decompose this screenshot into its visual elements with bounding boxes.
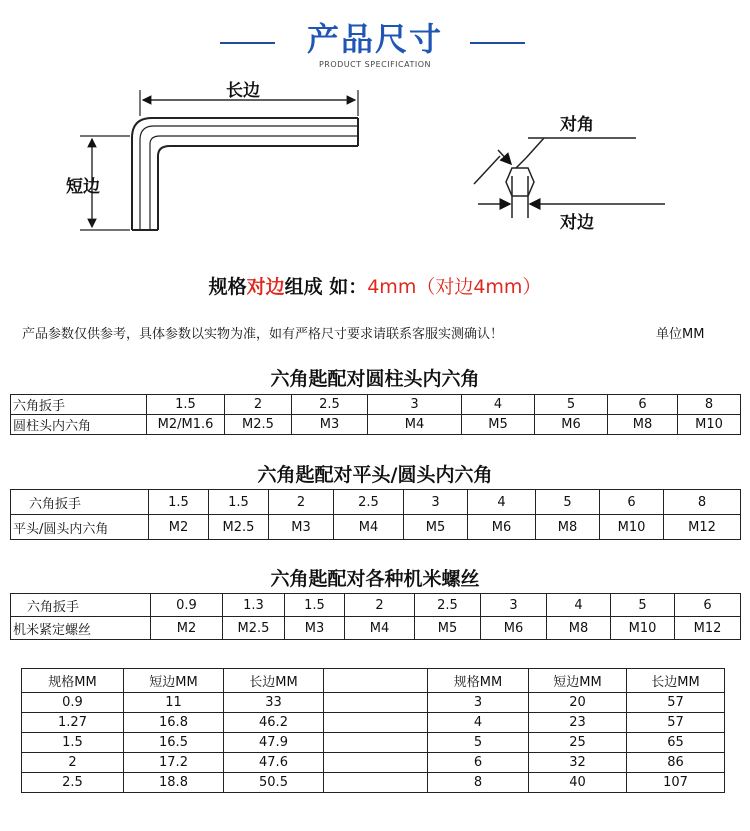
table-cell: 8 xyxy=(678,395,741,415)
table-cell: M6 xyxy=(468,515,536,540)
table-cell: 1.3 xyxy=(223,594,285,617)
table-cell: M2.5 xyxy=(209,515,269,540)
table-cell: 16.8 xyxy=(124,713,224,733)
row-label: 六角扳手 xyxy=(11,395,147,415)
table-cell: M8 xyxy=(536,515,600,540)
row-label: 圆柱头内六角 xyxy=(11,415,147,435)
table-row xyxy=(22,753,725,773)
table-cell: M5 xyxy=(415,617,481,640)
row-label: 机米紧定螺丝 xyxy=(11,617,151,640)
table-cell: 6 xyxy=(428,753,529,773)
table-cell: M2 xyxy=(149,515,209,540)
table-cell: 50.5 xyxy=(224,773,324,793)
table-row xyxy=(11,415,741,435)
table-cell: 40 xyxy=(529,773,627,793)
column-header xyxy=(324,669,428,693)
table-cell: 47.6 xyxy=(224,753,324,773)
table-cell: 0.9 xyxy=(22,693,124,713)
table-row xyxy=(22,713,725,733)
table-cell: 33 xyxy=(224,693,324,713)
unit-label: 单位MM xyxy=(656,327,705,342)
table-cell: 57 xyxy=(627,713,725,733)
spec-middle: 组成 如： xyxy=(284,276,368,298)
table-row xyxy=(11,515,741,540)
table-cell: M5 xyxy=(462,415,535,435)
column-header: 短边MM xyxy=(529,669,627,693)
table-cell: 1.5 xyxy=(22,733,124,753)
table-cell: 6 xyxy=(675,594,741,617)
short-side-label: 短边 xyxy=(66,177,100,197)
table-cell: M2/M1.6 xyxy=(147,415,225,435)
cylinder-head-table xyxy=(10,394,741,435)
table-cell: M6 xyxy=(535,415,608,435)
table-cell: 86 xyxy=(627,753,725,773)
table-row xyxy=(22,773,725,793)
table-row xyxy=(11,594,741,617)
table-cell: 1.5 xyxy=(285,594,345,617)
table-cell: 18.8 xyxy=(124,773,224,793)
table-cell: 2 xyxy=(22,753,124,773)
table-cell xyxy=(324,713,428,733)
table-cell: 1.5 xyxy=(149,490,209,515)
spec-highlight: 对边 xyxy=(246,276,285,298)
column-header: 规格MM xyxy=(22,669,124,693)
table-cell: M12 xyxy=(664,515,741,540)
table-cell: 17.2 xyxy=(124,753,224,773)
spec-example-line xyxy=(0,272,750,299)
table-cell: 3 xyxy=(404,490,468,515)
hex-cross-section xyxy=(474,138,665,218)
row-label: 六角扳手 xyxy=(11,490,149,515)
table-cell: 8 xyxy=(664,490,741,515)
table-cell: M8 xyxy=(547,617,611,640)
table-cell: M3 xyxy=(292,415,368,435)
table-cell: M12 xyxy=(675,617,741,640)
table-cell: 2.5 xyxy=(415,594,481,617)
disclaimer-note: 产品参数仅供参考，具体参数以实物为准，如有严格尺寸要求请联系客服实测确认！ xyxy=(22,327,504,342)
column-header: 规格MM xyxy=(428,669,529,693)
section-title-flat-round-head: 六角匙配对平头/圆头内六角 xyxy=(257,464,493,486)
table-cell: 5 xyxy=(536,490,600,515)
page-header xyxy=(0,8,750,78)
table-cell: M10 xyxy=(678,415,741,435)
table-cell: 57 xyxy=(627,693,725,713)
spec-prefix: 规格 xyxy=(208,276,247,298)
table-cell: 3 xyxy=(481,594,547,617)
table-cell: M5 xyxy=(404,515,468,540)
page-title: 产品尺寸 xyxy=(306,20,443,58)
table-cell: 2.5 xyxy=(292,395,368,415)
spec-example: 4mm（对边4mm） xyxy=(367,276,542,298)
table-cell: 5 xyxy=(428,733,529,753)
table-cell: 47.9 xyxy=(224,733,324,753)
table-cell: M10 xyxy=(600,515,664,540)
table-cell: 3 xyxy=(368,395,462,415)
table-cell: 2 xyxy=(225,395,292,415)
table-cell: 1.5 xyxy=(209,490,269,515)
table-cell: 4 xyxy=(462,395,535,415)
table-cell: 6 xyxy=(600,490,664,515)
flat-round-head-table xyxy=(10,489,741,540)
set-screws-table xyxy=(10,593,741,640)
table-cell: M2.5 xyxy=(225,415,292,435)
table-cell: M3 xyxy=(285,617,345,640)
table-cell: 46.2 xyxy=(224,713,324,733)
column-header: 短边MM xyxy=(124,669,224,693)
table-cell: 11 xyxy=(124,693,224,713)
table-cell: 5 xyxy=(535,395,608,415)
table-cell: M4 xyxy=(368,415,462,435)
table-row xyxy=(22,693,725,713)
row-label: 六角扳手 xyxy=(11,594,151,617)
table-cell: 1.27 xyxy=(22,713,124,733)
table-row xyxy=(22,733,725,753)
table-cell: 2.5 xyxy=(22,773,124,793)
table-cell xyxy=(324,733,428,753)
table-cell: M8 xyxy=(608,415,678,435)
long-side-label: 长边 xyxy=(226,81,260,101)
diagonal-label: 对角 xyxy=(560,115,594,135)
table-cell: 16.5 xyxy=(124,733,224,753)
table-cell: 65 xyxy=(627,733,725,753)
row-label: 平头/圆头内六角 xyxy=(11,515,149,540)
table-row xyxy=(11,395,741,415)
table-cell: M10 xyxy=(611,617,675,640)
wrench-size-table xyxy=(21,668,725,793)
column-header: 长边MM xyxy=(224,669,324,693)
table-row xyxy=(11,490,741,515)
table-cell: M3 xyxy=(269,515,334,540)
across-flats-label: 对边 xyxy=(560,213,594,233)
table-cell xyxy=(324,773,428,793)
table-cell: 4 xyxy=(428,713,529,733)
table-cell: M4 xyxy=(334,515,404,540)
table-cell xyxy=(324,753,428,773)
table-cell: 107 xyxy=(627,773,725,793)
table-cell: M4 xyxy=(345,617,415,640)
table-cell: 8 xyxy=(428,773,529,793)
table-cell: 23 xyxy=(529,713,627,733)
table-cell: 5 xyxy=(611,594,675,617)
page-subtitle: PRODUCT SPECIFICATION xyxy=(318,60,432,69)
column-header: 长边MM xyxy=(627,669,725,693)
table-cell: 25 xyxy=(529,733,627,753)
section-title-cylinder-head: 六角匙配对圆柱头内六角 xyxy=(270,368,480,390)
table-cell: M2.5 xyxy=(223,617,285,640)
l-wrench-drawing xyxy=(132,118,358,230)
wrench-dimension-diagram xyxy=(0,78,750,258)
table-cell: 2 xyxy=(345,594,415,617)
table-cell: 0.9 xyxy=(151,594,223,617)
table-cell: 20 xyxy=(529,693,627,713)
table-cell: 3 xyxy=(428,693,529,713)
table-cell: M6 xyxy=(481,617,547,640)
table-cell: 4 xyxy=(468,490,536,515)
table-cell xyxy=(324,693,428,713)
table-cell: M2 xyxy=(151,617,223,640)
table-cell: 2.5 xyxy=(334,490,404,515)
table-cell: 6 xyxy=(608,395,678,415)
table-cell: 1.5 xyxy=(147,395,225,415)
table-cell: 2 xyxy=(269,490,334,515)
table-row xyxy=(11,617,741,640)
table-header-row xyxy=(22,669,725,693)
table-cell: 4 xyxy=(547,594,611,617)
section-title-set-screws: 六角匙配对各种机米螺丝 xyxy=(270,568,480,590)
table-cell: 32 xyxy=(529,753,627,773)
